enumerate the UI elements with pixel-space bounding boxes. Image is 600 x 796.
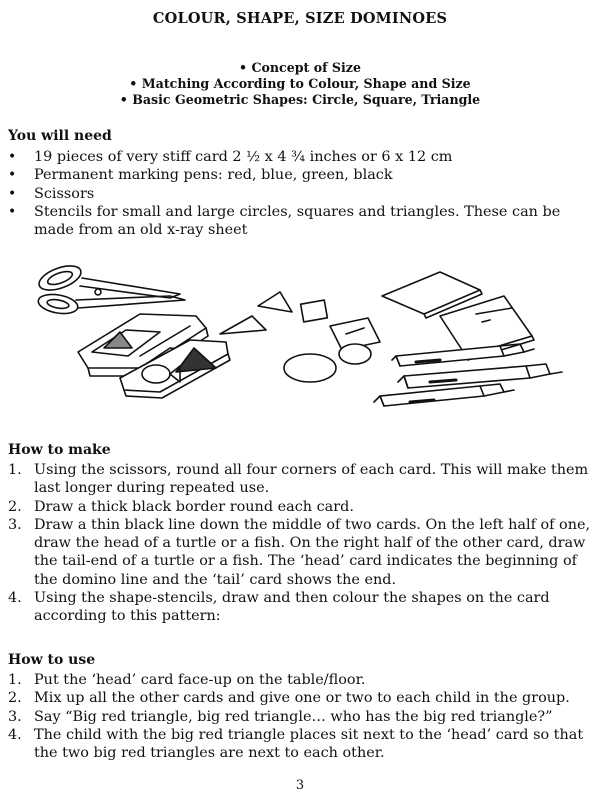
step-number: 4.	[8, 726, 22, 743]
list-item	[8, 516, 594, 589]
concepts-list	[0, 60, 600, 108]
section-heading-how-to-use: How to use	[8, 652, 96, 668]
list-item-text: Scissors	[34, 185, 95, 202]
cut-shapes-icon	[220, 292, 380, 382]
list-item	[8, 185, 594, 203]
list-item-text: 19 pieces of very stiff card 2 ½ x 4 ¾ inches or 6 x 12 cm	[34, 149, 453, 165]
materials-illustration	[20, 256, 580, 432]
step-text: The child with the big red triangle places sit next to the ‘head’ card so that the two big red triangles are next to each other.	[34, 726, 584, 762]
step-number: 2.	[8, 498, 22, 515]
page-number: 3	[295, 778, 305, 793]
scissors-icon	[36, 261, 185, 316]
list-item	[8, 671, 594, 689]
step-text: Using the shape-stencils, draw and then colour the shapes on the card according to this pattern:	[34, 590, 550, 625]
list-item	[8, 203, 594, 240]
list-item	[8, 589, 594, 626]
list-item	[8, 166, 594, 184]
step-number: 3.	[8, 708, 22, 725]
list-item-text: Permanent marking pens: red, blue, green, black	[34, 167, 393, 184]
list-item	[8, 726, 594, 763]
marker-pens-icon	[374, 344, 562, 406]
stencil-sheets-icon	[382, 272, 534, 360]
bullet-icon: •	[8, 167, 17, 184]
step-text: Draw a thin black line down the middle of two cards. On the left half of one, draw the head of a turtle or a fish. On the right half of the other card, draw the tail-end of a turtle or a fish. The ‘head’ card indicates the beginning of the domino line and the ‘tail’ card shows the end.	[34, 516, 591, 588]
step-number: 2.	[8, 690, 22, 707]
step-text: Mix up all the other cards and give one or two to each child in the group.	[34, 690, 570, 707]
step-text: Using the scissors, round all four corners of each card. This will make them last longer during repeated use.	[34, 462, 589, 497]
list-item	[8, 689, 594, 707]
step-text: Put the ‘head’ card face-up on the table/floor.	[34, 672, 366, 688]
section-heading-how-to-make: How to make	[8, 442, 111, 458]
list-item	[8, 708, 594, 726]
how-to-make-steps	[8, 461, 594, 626]
concept-item: • Basic Geometric Shapes: Circle, Square, Triangle	[119, 92, 481, 107]
list-item	[8, 498, 594, 516]
step-number: 4.	[8, 590, 22, 607]
step-text: Say “Big red triangle, big red triangle… who has the big red triangle?”	[34, 708, 553, 725]
concept-item: • Matching According to Colour, Shape and Size	[129, 76, 471, 91]
concept-item: • Concept of Size	[239, 60, 361, 75]
list-item	[8, 461, 594, 498]
list-item	[8, 148, 594, 166]
list-item-text: Stencils for small and large circles, squares and triangles. These can be made from an old x-ray sheet	[34, 203, 561, 239]
step-number: 1.	[8, 672, 22, 688]
bullet-icon: •	[8, 185, 17, 202]
step-text: Draw a thick black border round each card.	[34, 498, 354, 515]
bullet-icon: •	[8, 203, 17, 220]
step-number: 1.	[8, 462, 22, 478]
page-title: COLOUR, SHAPE, SIZE DOMINOES	[152, 10, 448, 27]
how-to-use-steps	[8, 671, 594, 762]
bullet-icon: •	[8, 149, 17, 165]
materials-list	[8, 148, 594, 239]
step-number: 3.	[8, 516, 22, 533]
section-heading-you-will-need: You will need	[8, 128, 112, 144]
